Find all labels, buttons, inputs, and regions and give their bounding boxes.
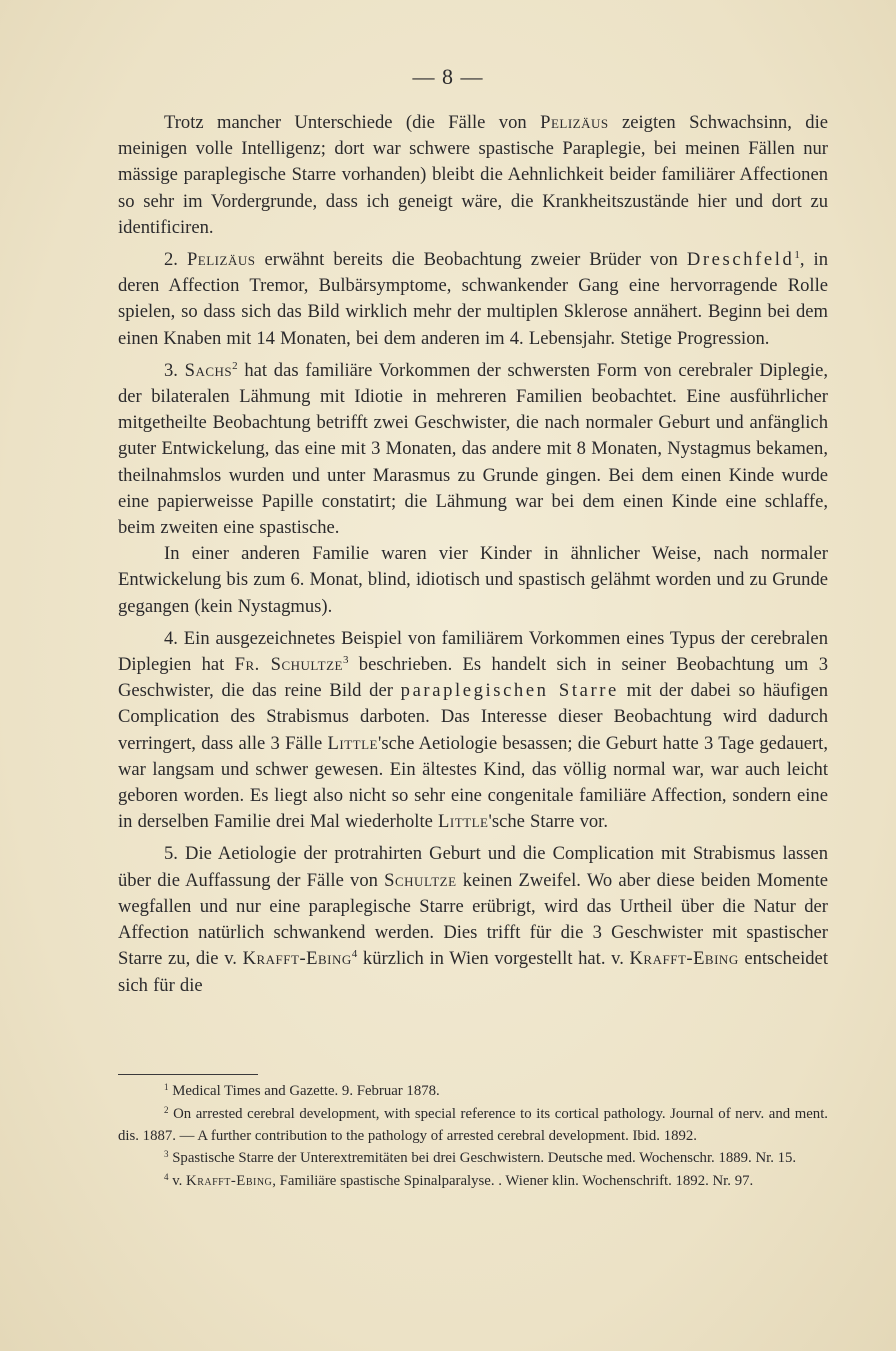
- paragraph-5: 5. Die Aetiologie der protrahirten Geburt und die Complication mit Strabismus lassen über die Auffassung der Fälle von Schultze keinen Zweifel. Wo aber diese beiden Momente wegfallen und nur eine paraplegische Starre erübrigt, wird das Urtheil über die Natur der Affection natürlich schwankend werden. Dies trifft für die 3 Geschwister mit spastischer Starre zu, die v. Krafft-Ebing$^4$ kürzlich in Wien vorgestellt hat. v. Krafft-Ebing entscheidet sich für die: [118, 843, 829, 996]
- paragraph-3: 3. Sachs$^2$ hat das familiäre Vorkommen der schwersten Form von cerebraler Diplegie, der bilateralen Lähmung mit Idiotie in mehreren Familien beobachtet. Eine ausführlicher mitgetheilte Beobachtung betrifft zwei Geschwister, die nach normaler Geburt und anfänglich guter Entwickelung, das eine mit 3 Monaten, das andere mit 8 Monaten, Nystagmus bekamen, theilnahmslos wurden und unter Marasmus zu Grunde gingen. Bei dem einen Kinde wurde eine papierweisse Papille constatirt; die Lähmung war bei dem einen Kinde eine schlaffe, beim zweiten eine spastische.: [118, 359, 828, 539]
- author-name: Fr. Schultze: [234, 654, 343, 676]
- author-name: Little: [327, 732, 378, 754]
- paragraph-2: 2. Pelizäus erwähnt bereits die Beobachtung zweier Brüder von Dreschfeld$^1$, in deren Affection Tremor, Bulbärsymptome, schwankender Gang eine hervorragende Rolle spielen, so dass sich das Bild wirklich mehr der multiplen Sklerose annähert. Beginn bei dem einen Knaben mit 14 Monaten, bei dem anderen im 4. Lebensjahr. Stetige Progression.: [118, 249, 829, 349]
- footnote-ref: 2: [232, 359, 238, 372]
- footnote-2: $^2$ On arrested cerebral development, with special reference to its cortical pathology. Journal of nerv. and ment. dis. 1887. — A further contribution to the pathology of arrested cerebral development. Ibid. 1892.: [118, 1104, 829, 1144]
- body-text: [118, 110, 828, 999]
- footnote-ref: 3: [342, 654, 349, 667]
- footnote-ref: 4: [351, 948, 358, 961]
- author-name: Pelizäus: [186, 249, 256, 271]
- author-name: Krafft-Ebing: [186, 1173, 273, 1190]
- footnote-4: $^4$ v. Krafft-Ebing, Familiäre spastische Spinalparalyse. . Wiener klin. Wochenschrift. 1892. Nr. 97.: [164, 1172, 754, 1190]
- author-name: Krafft-Ebing: [242, 948, 352, 970]
- paragraph-4: 4. Ein ausgezeichnetes Beispiel von familiärem Vorkommen eines Typus der cerebralen Diplegien hat Fr. Schultze$^3$ beschrieben. Es handelt sich in seiner Beobachtung um 3 Geschwister, die das reine Bild der paraplegischen Starre mit der dabei so häufigen Complication des Strabismus darboten. Das Interesse dieser Beobachtung wird dadurch verringert, dass alle 3 Fälle Little'sche Aetiologie besassen; die Geburt hatte 3 Tage gedauert, war langsam und schwer gewesen. Ein ältestes Kind, das völlig normal war, war auch leicht geboren worden. Es liegt also nicht so sehr eine congenitale familiäre Affection, sondern eine in derselben Familie drei Mal wiederholte Little'sche Starre vor.: [118, 627, 828, 833]
- author-name: Krafft-Ebing: [629, 948, 739, 970]
- page-number: — 8 —: [412, 64, 484, 89]
- author-name: Sachs: [184, 359, 233, 381]
- spaced-term: paraplegischen Starre: [400, 680, 619, 702]
- author-name-spaced: Dreschfeld: [686, 249, 795, 271]
- footnote-divider: [118, 1074, 258, 1075]
- author-name: Little: [438, 811, 489, 833]
- footnote-3: $^3$ Spastische Starre der Unterextremitäten bei drei Geschwistern. Deutsche med. Wochenschr. 1889. Nr. 15.: [164, 1149, 797, 1167]
- footnote-1: $^1$ Medical Times and Gazette. 9. Februar 1878.: [164, 1082, 440, 1099]
- footnotes: [118, 1081, 828, 1194]
- paragraph-1: Trotz mancher Unterschiede (die Fälle von Pelizäus zeigten Schwachsinn, die meinigen volle Intelligenz; dort war schwere spastische Paraplegie, bei meinen Fällen nur mässige paraplegische Starre vorhanden) bleibt die Aehnlichkeit beider familiärer Affectionen so sehr im Vordergrunde, dass ich geneigt wäre, die Krankheitszustände hier und dort zu identificiren.: [118, 112, 828, 238]
- paragraph-3b: In einer anderen Familie waren vier Kinder in ähnlicher Weise, nach normaler Entwickelung bis zum 6. Monat, blind, idiotisch und spastisch gelähmt worden und zu Grunde gegangen (kein Nystagmus).: [118, 543, 828, 617]
- author-name: Pelizäus: [540, 112, 609, 133]
- footnote-ref: 1: [794, 249, 800, 262]
- author-name: Schultze: [384, 869, 457, 891]
